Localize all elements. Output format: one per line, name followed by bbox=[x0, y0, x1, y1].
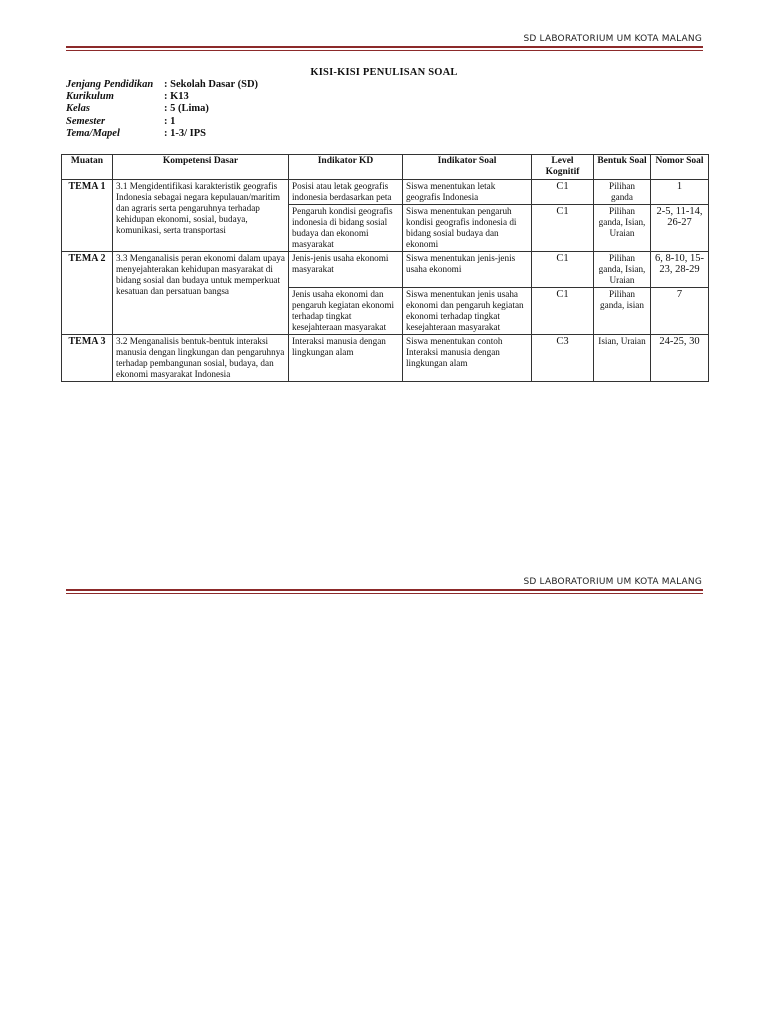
table-row bbox=[62, 252, 709, 288]
cell-indikator-soal: Siswa menentukan contoh Interaksi manusia dengan lingkungan alam bbox=[403, 335, 532, 382]
cell-nomor-soal: 2-5, 11-14, 26-27 bbox=[651, 205, 709, 252]
meta-value: : Sekolah Dasar (SD) bbox=[164, 79, 259, 90]
table-row bbox=[62, 180, 709, 205]
cell-muatan: TEMA 2 bbox=[62, 252, 113, 335]
footer-rule bbox=[66, 589, 703, 594]
cell-bentuk-soal: Pilihan ganda, isian bbox=[594, 288, 651, 335]
header-rule bbox=[66, 46, 703, 51]
meta-key: Kurikulum bbox=[66, 91, 114, 103]
meta-value: : K13 bbox=[164, 91, 189, 103]
cell-level-kognitif: C1 bbox=[532, 180, 594, 205]
meta-value: : 5 (Lima) bbox=[164, 103, 209, 115]
document-title: KISI-KISI PENULISAN SOAL bbox=[310, 67, 458, 78]
meta-key: Tema/Mapel bbox=[66, 127, 120, 139]
cell-indikator-soal: Siswa menentukan pengaruh kondisi geografis indonesia di bidang sosial budaya dan ekonomi bbox=[403, 205, 532, 252]
col-header-indikator-kd: Indikator KD bbox=[289, 155, 403, 180]
cell-level-kognitif: C1 bbox=[532, 252, 594, 288]
cell-nomor-soal: 7 bbox=[651, 288, 709, 335]
cell-indikator-soal: Siswa menentukan jenis usaha ekonomi dan pengaruh kegiatan ekonomi terhadap tingkat kesejahteraan masyarakat bbox=[403, 288, 532, 335]
cell-level-kognitif: C1 bbox=[532, 205, 594, 252]
meta-row bbox=[66, 116, 258, 128]
col-header-kompetensi-dasar: Kompetensi Dasar bbox=[113, 155, 289, 180]
cell-bentuk-soal: Isian, Uraian bbox=[594, 335, 651, 382]
meta-key: Kelas bbox=[66, 103, 90, 115]
col-header-nomor-soal: Nomor Soal bbox=[651, 155, 709, 180]
cell-indikator-kd: Posisi atau letak geografis indonesia berdasarkan peta bbox=[289, 180, 403, 205]
cell-indikator-soal: Siswa menentukan jenis-jenis usaha ekonomi bbox=[403, 252, 532, 288]
header-school-name: SD LABORATORIUM UM KOTA MALANG bbox=[523, 34, 702, 44]
cell-indikator-kd: Interaksi manusia dengan lingkungan alam bbox=[289, 335, 403, 382]
cell-kompetensi-dasar: 3.1 Mengidentifikasi karakteristik geografis Indonesia sebagai negara kepulauan/maritim dan agraris serta pengaruhnya terhadap kehidupan ekonomi, sosial, budaya, komunikasi, serta transportasi bbox=[113, 180, 289, 252]
cell-muatan: TEMA 3 bbox=[62, 335, 113, 382]
cell-level-kognitif: C3 bbox=[532, 335, 594, 382]
table-header-row bbox=[62, 155, 709, 180]
meta-key: Semester bbox=[66, 115, 106, 127]
meta-value: : 1-3/ IPS bbox=[164, 127, 206, 139]
meta-key: Jenjang Pendidikan bbox=[66, 79, 154, 90]
cell-indikator-kd: Jenis usaha ekonomi dan pengaruh kegiatan ekonomi terhadap tingkat kesejahteraan masyarakat bbox=[289, 288, 403, 335]
cell-nomor-soal: 1 bbox=[651, 180, 709, 205]
col-header-bentuk-soal: Bentuk Soal bbox=[594, 155, 651, 180]
meta-row bbox=[66, 103, 258, 115]
cell-level-kognitif: C1 bbox=[532, 288, 594, 335]
cell-bentuk-soal: Pilihan ganda, Isian, Uraian bbox=[594, 252, 651, 288]
cell-kompetensi-dasar: 3.2 Menganalisis bentuk-bentuk interaksi manusia dengan lingkungan dan pengaruhnya terhadap pembangunan sosial, budaya, dan ekonomi masyarakat Indonesia bbox=[113, 335, 289, 382]
col-header-indikator-soal: Indikator Soal bbox=[403, 155, 532, 180]
footer-school-name: SD LABORATORIUM UM KOTA MALANG bbox=[523, 577, 702, 587]
cell-bentuk-soal: Pilihan ganda, Isian, Uraian bbox=[594, 205, 651, 252]
cell-kompetensi-dasar: 3.3 Menganalisis peran ekonomi dalam upaya menyejahterakan kehidupan masyarakat di bidang sosial dan budaya untuk memperkuat kesatuan dan persatuan bangsa bbox=[113, 252, 289, 335]
kisi-table bbox=[61, 154, 709, 382]
meta-row bbox=[66, 79, 258, 91]
cell-indikator-kd: Pengaruh kondisi geografis indonesia di bidang sosial budaya dan ekonomi masyarakat bbox=[289, 205, 403, 252]
cell-muatan: TEMA 1 bbox=[62, 180, 113, 252]
document-meta bbox=[66, 79, 258, 140]
cell-indikator-kd: Jenis-jenis usaha ekonomi masyarakat bbox=[289, 252, 403, 288]
cell-bentuk-soal: Pilihan ganda bbox=[594, 180, 651, 205]
cell-indikator-soal: Siswa menentukan letak geografis Indonesia bbox=[403, 180, 532, 205]
meta-row bbox=[66, 128, 258, 140]
meta-value: : 1 bbox=[164, 115, 176, 127]
cell-nomor-soal: 24-25, 30 bbox=[651, 335, 709, 382]
col-header-level-kognitif: Level Kognitif bbox=[532, 155, 594, 180]
table-row bbox=[62, 335, 709, 382]
meta-row bbox=[66, 91, 258, 103]
col-header-muatan: Muatan bbox=[62, 155, 113, 180]
cell-nomor-soal: 6, 8-10, 15-23, 28-29 bbox=[651, 252, 709, 288]
